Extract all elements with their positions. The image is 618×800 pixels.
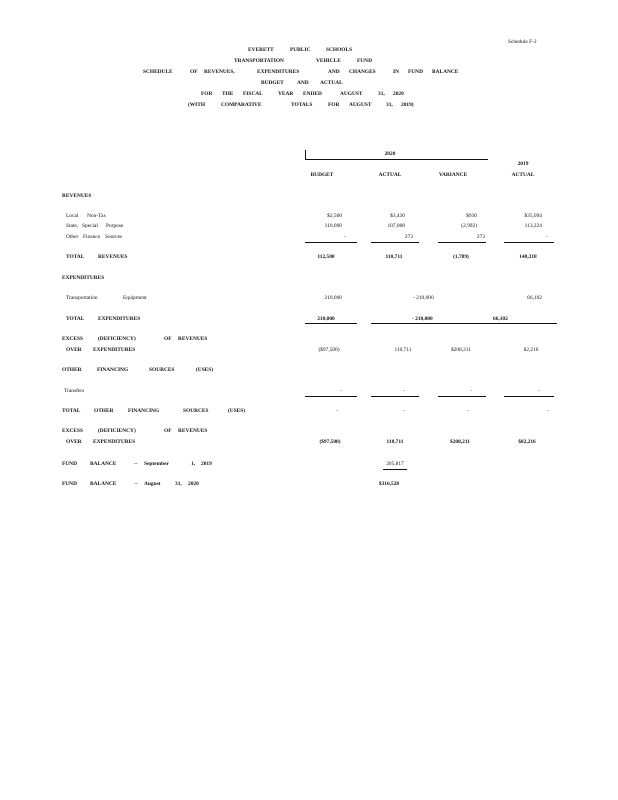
cell-variance: (2,992) <box>461 223 477 229</box>
subtotal-rule <box>504 242 554 243</box>
row-label-word: SOURCES <box>183 408 209 414</box>
title-word: COMPARATIVE <box>221 102 262 108</box>
total-actual: 110,711 <box>385 254 403 260</box>
cell-budget: - <box>344 234 346 240</box>
row-label-word: SOURCES <box>149 367 175 373</box>
row-label-word: REVENUES <box>98 254 128 260</box>
title-word: ENDED <box>303 91 322 97</box>
cell-budget: 210,000 <box>324 295 342 301</box>
title-word: FOR <box>201 91 213 97</box>
row-label-word: TOTAL <box>66 254 85 260</box>
row-label-word: (DEFICIENCY) <box>98 428 136 434</box>
title-word: FUND <box>357 58 372 64</box>
row-label-word: EXPENDITURES <box>98 316 141 322</box>
total-variance: - <box>467 408 469 414</box>
title-word: AND <box>328 69 340 75</box>
fund-balance-end-actual: $316,528 <box>378 481 400 487</box>
row-label-word: OVER <box>66 347 82 353</box>
cell-actual: $3,430 <box>390 213 405 219</box>
title-word: TRANSPORTATION <box>234 58 284 64</box>
row-label-word: OF <box>164 428 172 434</box>
row-label-word: (USES) <box>196 367 214 373</box>
row-label-word: (USES) <box>228 408 246 414</box>
excess-prior: 82,216 <box>523 347 539 353</box>
title-word: ACTUAL <box>320 80 343 86</box>
row-label-word: FUND <box>62 461 77 467</box>
total-actual: - 210,000 <box>412 316 433 322</box>
row-label-word: Special <box>82 223 98 229</box>
total-variance: (1,789) <box>453 254 469 260</box>
title-word: (WITH <box>188 102 206 108</box>
row-label-word: TOTAL <box>66 316 85 322</box>
col-actual-header: ACTUAL <box>378 172 402 178</box>
title-word: THE <box>222 91 234 97</box>
row-label-word: OF <box>164 336 172 342</box>
col-year-2019: 2019 <box>517 161 529 167</box>
row-label-word: BALANCE <box>90 481 117 487</box>
cell-variance: - <box>470 388 472 394</box>
subtotal-rule <box>438 396 486 397</box>
row-label-word: Finance <box>83 234 101 240</box>
title-word: AUGUST <box>340 91 363 97</box>
title-word: 31, <box>378 91 385 97</box>
total-budget: - <box>336 408 338 414</box>
col-variance-header: VARIANCE <box>438 172 468 178</box>
subtotal-rule <box>438 242 486 243</box>
row-label-word: 2019 <box>201 461 212 467</box>
expenditures-heading: EXPENDITURES <box>62 275 105 281</box>
revenues-heading: REVENUES <box>62 193 92 199</box>
total-prior: 148,318 <box>519 254 537 260</box>
cell-prior: 66,102 <box>527 295 542 301</box>
row-label-word: EXCESS <box>62 428 83 434</box>
row-label-word: Transportation <box>66 295 98 301</box>
row-label-word: Equipment <box>123 295 147 301</box>
title-word: 2020 <box>393 91 404 97</box>
title-word: FOR <box>328 102 340 108</box>
row-label-word: FUND <box>62 481 77 487</box>
cell-budget: $2,500 <box>327 213 342 219</box>
col-budget-header: BUDGET <box>310 172 334 178</box>
fund-balance-begin-actual: 205,817 <box>386 461 404 467</box>
cell-prior: - <box>538 388 540 394</box>
row-label-word: Non-Tax <box>87 213 107 219</box>
row-label-word: 2020 <box>188 481 199 487</box>
fund-balance-rule <box>383 469 407 470</box>
row-label-word: OTHER <box>94 408 114 414</box>
row-label-word: REVENUES <box>178 336 208 342</box>
total-budget: 210,000 <box>317 316 335 322</box>
row-label-word: Local <box>66 213 79 219</box>
row-label-word: Other <box>66 234 79 240</box>
title-word: REVENUES, <box>204 69 235 75</box>
total-actual: - <box>403 408 405 414</box>
cell-actual: - <box>403 388 405 394</box>
title-word: TOTALS <box>291 102 313 108</box>
row-label-word: Sources <box>105 234 123 240</box>
cell-budget: 110,000 <box>324 223 342 229</box>
cell-actual: - 210,000 <box>413 295 434 301</box>
total-rule <box>371 323 557 324</box>
col-year-2020: 2020 <box>384 151 396 157</box>
row-label-word: BALANCE <box>90 461 117 467</box>
header-rule-2020 <box>305 159 488 160</box>
row-label-word: -- <box>134 481 138 487</box>
title-word: EXPENDITURES <box>257 69 300 75</box>
cell-prior: - <box>546 234 548 240</box>
title-word: SCHOOLS <box>326 47 353 53</box>
cell-variance: 273 <box>476 234 485 240</box>
col-actual-2019-header: ACTUAL <box>511 172 535 178</box>
excess-actual: 110,711 <box>386 439 404 445</box>
row-label-word: (DEFICIENCY) <box>98 336 136 342</box>
title-word: BUDGET <box>261 80 284 86</box>
title-word: FUND <box>408 69 423 75</box>
row-label-word: OTHER <box>62 367 82 373</box>
cell-variance: $930 <box>466 213 477 219</box>
excess-variance: $208,211 <box>450 439 470 445</box>
subtotal-rule <box>305 242 357 243</box>
title-word: BALANCE <box>432 69 459 75</box>
cell-budget: - <box>340 388 342 394</box>
total-prior: - <box>547 408 549 414</box>
subtotal-rule <box>504 396 554 397</box>
row-label-word: EXPENDITURES <box>93 439 136 445</box>
title-word: IN <box>393 69 399 75</box>
subtotal-rule <box>371 396 419 397</box>
excess-variance: $208,211 <box>450 347 471 353</box>
title-word: PUBLIC <box>290 47 311 53</box>
row-label-word: FINANCING <box>97 367 129 373</box>
title-word: AND <box>297 80 309 86</box>
row-label-word: EXPENDITURES <box>93 347 136 353</box>
row-label-word: FINANCING <box>128 408 160 414</box>
title-word: VEHICLE <box>316 58 341 64</box>
cell-actual: 273 <box>404 234 413 240</box>
row-label-word: TOTAL <box>62 408 81 414</box>
excess-budget: ($97,500) <box>319 439 341 445</box>
cell-prior: 113,224 <box>524 223 542 229</box>
row-label-word: Purpose <box>106 223 124 229</box>
title-word: SCHEDULE <box>143 69 173 75</box>
excess-actual: 110,711 <box>394 347 412 353</box>
title-word: EVERETT <box>248 47 274 53</box>
title-word: AUGUST <box>349 102 372 108</box>
row-label-word: EXCESS <box>62 336 83 342</box>
title-word: 31, <box>386 102 393 108</box>
row-label-word: 31, <box>175 481 182 487</box>
title-word: FISCAL <box>243 91 263 97</box>
row-label-word: September <box>144 461 169 467</box>
title-word: YEAR <box>278 91 294 97</box>
total-rule <box>305 323 357 324</box>
total-prior: 66,102 <box>493 316 508 322</box>
title-word: OF <box>190 69 198 75</box>
title-word: 2019) <box>401 102 414 108</box>
excess-budget: ($97,500) <box>318 347 340 353</box>
row-label-word: 1, <box>191 461 196 467</box>
subtotal-rule <box>305 396 357 397</box>
row-label-word: State, <box>66 223 79 229</box>
title-word: CHANGES <box>349 69 376 75</box>
cell-actual: 107,008 <box>387 223 405 229</box>
schedule-label: Schedule F-2 <box>508 39 537 45</box>
row-label-word: OVER <box>66 439 82 445</box>
total-budget: 112,500 <box>317 254 335 260</box>
row-label-word: August <box>144 481 161 487</box>
row-label-word: REVENUES <box>178 428 208 434</box>
row-label-word: Transfers <box>64 388 85 394</box>
cell-prior: $35,094 <box>524 213 542 219</box>
row-label-word: -- <box>134 461 138 467</box>
subtotal-rule <box>371 242 419 243</box>
excess-prior: $82,216 <box>518 439 536 445</box>
